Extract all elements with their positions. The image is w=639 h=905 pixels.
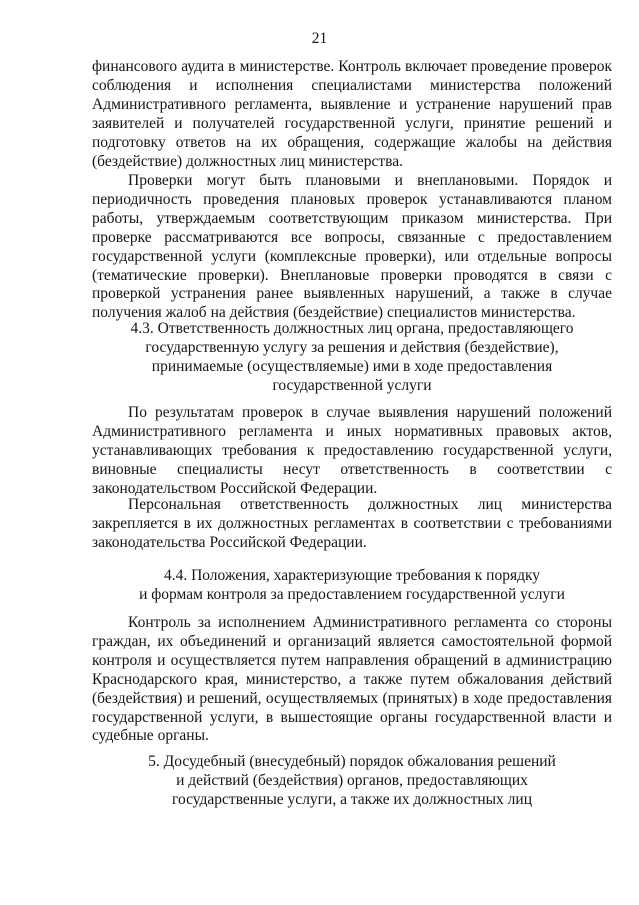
paragraph-inspections xyxy=(92,172,612,323)
section-heading-4-4 xyxy=(92,567,612,605)
heading-line: государственной услуги xyxy=(272,376,432,394)
paragraph-text: По результатам проверок в случае выявления нарушений положений Административного регламента и иных нормативных правовых актов, устанавливающих требования к предоставлению государственной услуги, виновные специалисты несут ответственность в соответствии с законодательством Российской Федерации. xyxy=(92,404,612,497)
heading-line: 4.3. Ответственность должностных лиц органа, предоставляющего xyxy=(130,320,574,337)
section-heading-5 xyxy=(92,753,612,810)
heading-line: государственную услугу за решения и действия (бездействие), xyxy=(145,338,559,356)
heading-line: и действий (бездействия) органов, предоставляющих xyxy=(176,771,528,789)
paragraph-audit-control xyxy=(92,58,612,171)
page-number: 21 xyxy=(311,30,328,47)
paragraph-text: финансового аудита в министерстве. Контроль включает проведение проверок соблюдения и исполнения специалистами министерства положений Административного регламента, выявление и устранение нарушений прав заявителей и получателей государственной услуги, принятие решений и подготовку ответов на их обращения, содержащие жалобы на действия (бездействие) должностных лиц министерства. xyxy=(92,58,612,170)
section-heading-4-3 xyxy=(92,320,612,396)
heading-line: принимаемые (осуществляемые) ими в ходе предоставления xyxy=(151,357,553,375)
paragraph-public-control xyxy=(92,614,612,746)
paragraph-text: Контроль за исполнением Административного регламента со стороны граждан, их объединений и организаций является самостоятельной формой контроля и осуществляется путем направления обращений в администрацию Краснодарского края, министерство, а также путем обжалования действий (бездействия) и решений, осуществляемых (принятых) в ходе предоставления государственной услуги, в вышестоящие органы государственной власти и судебные органы. xyxy=(92,614,612,745)
paragraph-responsibility xyxy=(92,404,612,499)
heading-line: и формам контроля за предоставлением государственной услуги xyxy=(139,585,565,603)
paragraph-text: Персональная ответственность должностных лиц министерства закрепляется в их должностных регламентах в соответствии с требованиями законодательства Российской Федерации. xyxy=(92,496,612,551)
paragraph-text: Проверки могут быть плановыми и внеплановыми. Порядок и периодичность проведения плановых проверок устанавливаются планом работы, утверждаемым соответствующим приказом министерства. При проверке рассматриваются все вопросы, связанные с предоставлением государственной услуги (комплексные проверки), или отдельные вопросы (тематические проверки). Внеплановые проверки проводятся в связи с проверкой устранения ранее выявленных нарушений, а также в случае получения жалоб на действия (бездействие) специалистов министерства. xyxy=(92,172,612,322)
paragraph-personal-responsibility xyxy=(92,496,612,553)
heading-line: 5. Досудебный (внесудебный) порядок обжалования решений xyxy=(148,753,556,770)
heading-line: государственные услуги, а также их должностных лиц xyxy=(171,790,533,808)
heading-line: 4.4. Положения, характеризующие требования к порядку xyxy=(163,567,541,584)
